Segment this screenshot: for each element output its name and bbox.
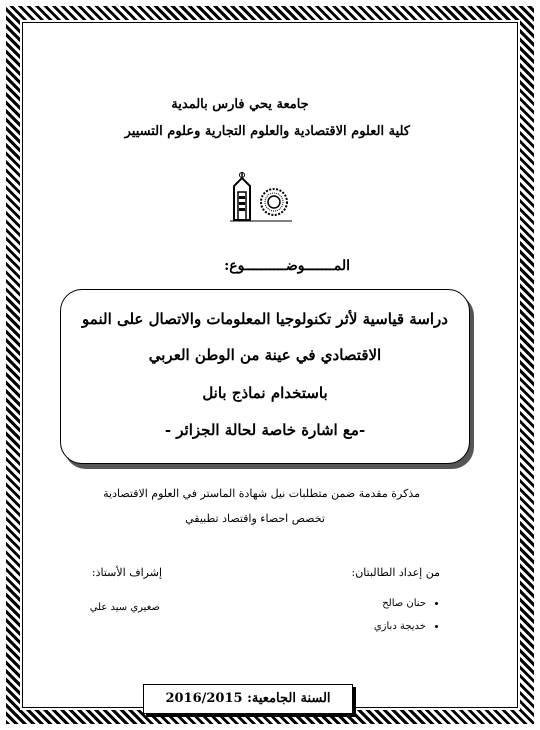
university-logo-icon — [228, 170, 296, 222]
title-box — [60, 289, 470, 464]
title-line-3: باستخدام نماذج بانل — [202, 384, 328, 402]
academic-year: السنة الجامعية: 2016/2015 — [165, 691, 331, 706]
academic-year-box — [143, 684, 353, 714]
prepared-by-label: من إعداد الطالبتان: — [351, 566, 440, 579]
subject-label: المـــــــوضــــــــــوع: — [224, 258, 350, 274]
faculty-name: كلية العلوم الاقتصادية والعلوم التجارية وعلوم التسيير — [124, 124, 410, 139]
title-line-2: الاقتصادي في عينة من الوطن العربي — [148, 346, 382, 364]
student-name: • خديجة دبازي — [330, 621, 426, 632]
student-name: • حنان صالح — [330, 598, 426, 609]
memo-description: مذكرة مقدمة ضمن متطلبات نيل شهادة الماستر في العلوم الاقتصادية — [103, 487, 420, 500]
student-list — [330, 598, 442, 644]
supervisor-label: إشراف الأستاذ: — [91, 566, 162, 579]
title-line-1: دراسة قياسية لأثر تكنولوجيا المعلومات والاتصال على النمو — [82, 310, 448, 328]
university-name: جامعة يحي فارس بالمدية — [171, 97, 309, 112]
title-line-4: -مع اشارة خاصة لحالة الجزائر - — [164, 421, 366, 439]
memo-specialty: تخصص احصاء واقتصاد تطبيقي — [185, 512, 325, 525]
supervisor-name: صغيري سيد علي — [89, 602, 160, 613]
